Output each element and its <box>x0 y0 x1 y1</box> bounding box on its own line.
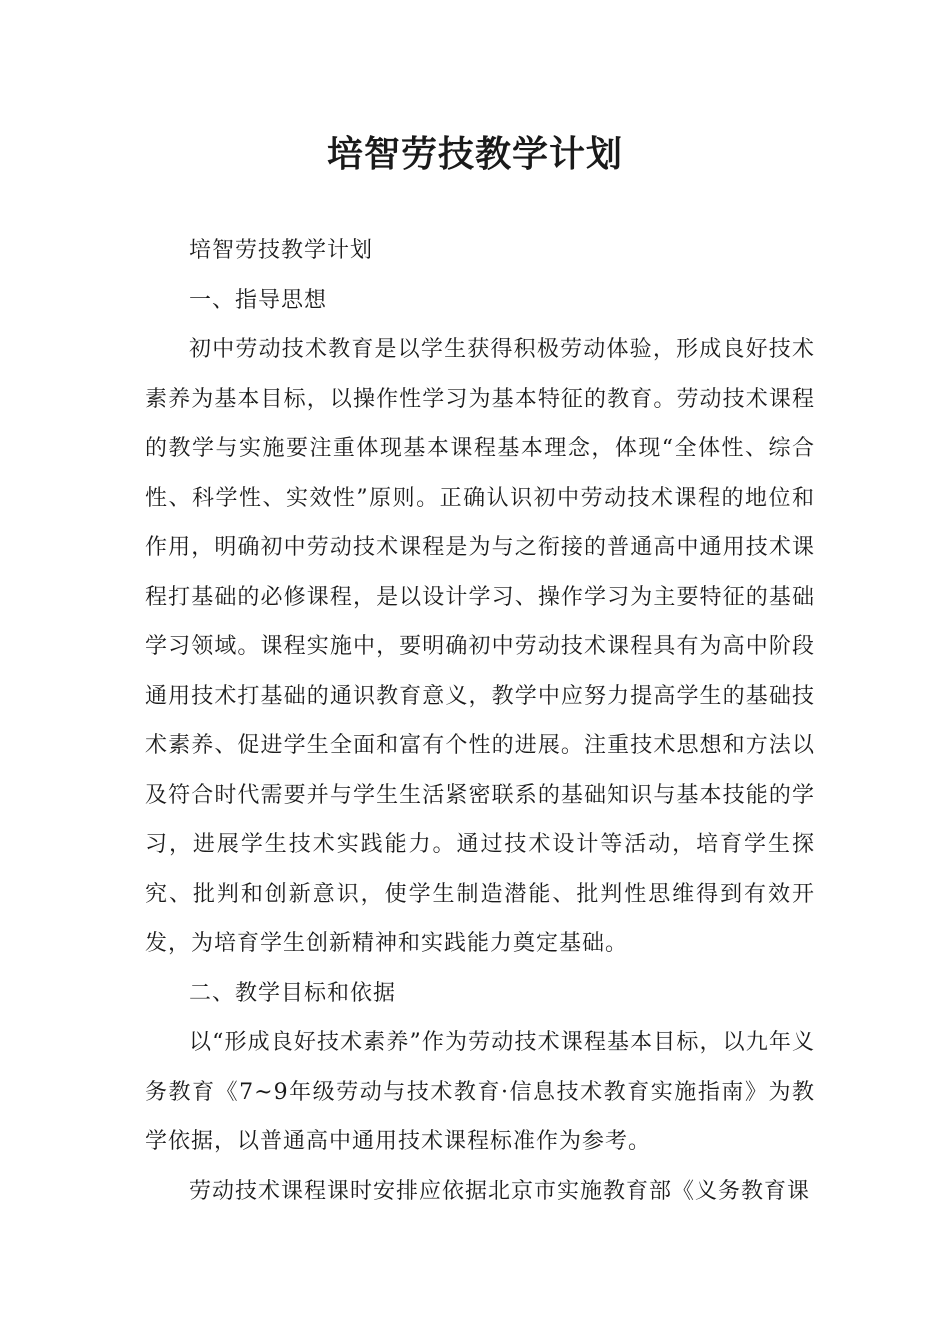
section-heading-goals-and-basis: 二、教学目标和依据 <box>189 980 397 1006</box>
paragraph-goals: 以“形成良好技术素养”作为劳动技术课程基本目标，以九年义务教育《7~9年级劳动与技术教育·信息技术教育实施指南》为教学依据，以普通高中通用技术课程标准作为参考。 <box>145 1030 815 1154</box>
document-body <box>145 226 815 1216</box>
paragraph-guiding-ideology: 初中劳动技术教育是以学生获得积极劳动体验，形成良好技术素养为基本目标，以操作性学习为基本特征的教育。劳动技术课程的教学与实施要注重体现基本课程基本理念，体现“全体性、综合性、科学性、实效性”原则。正确认识初中劳动技术课程的地位和作用，明确初中劳动技术课程是为与之衔接的普通高中通用技术课程打基础的必修课程，是以设计学习、操作学习为主要特征的基础学习领域。课程实施中，要明确初中劳动技术课程具有为高中阶段通用技术打基础的通识教育意义，教学中应努力提高学生的基础技术素养、促进学生全面和富有个性的进展。注重技术思想和方法以及符合时代需要并与学生生活紧密联系的基础知识与基本技能的学习，进展学生技术实践能力。通过技术设计等活动，培育学生探究、批判和创新意识，使学生制造潜能、批判性思维得到有效开发，为培育学生创新精神和实践能力奠定基础。 <box>145 337 815 956</box>
document-title: 培智劳技教学计划 <box>326 133 623 175</box>
section-heading-guiding-ideology: 一、指导思想 <box>189 287 328 313</box>
paragraph-schedule: 劳动技术课程课时安排应依据北京市实施教育部《义务教育课 <box>189 1178 811 1204</box>
document-subtitle: 培智劳技教学计划 <box>189 238 374 263</box>
